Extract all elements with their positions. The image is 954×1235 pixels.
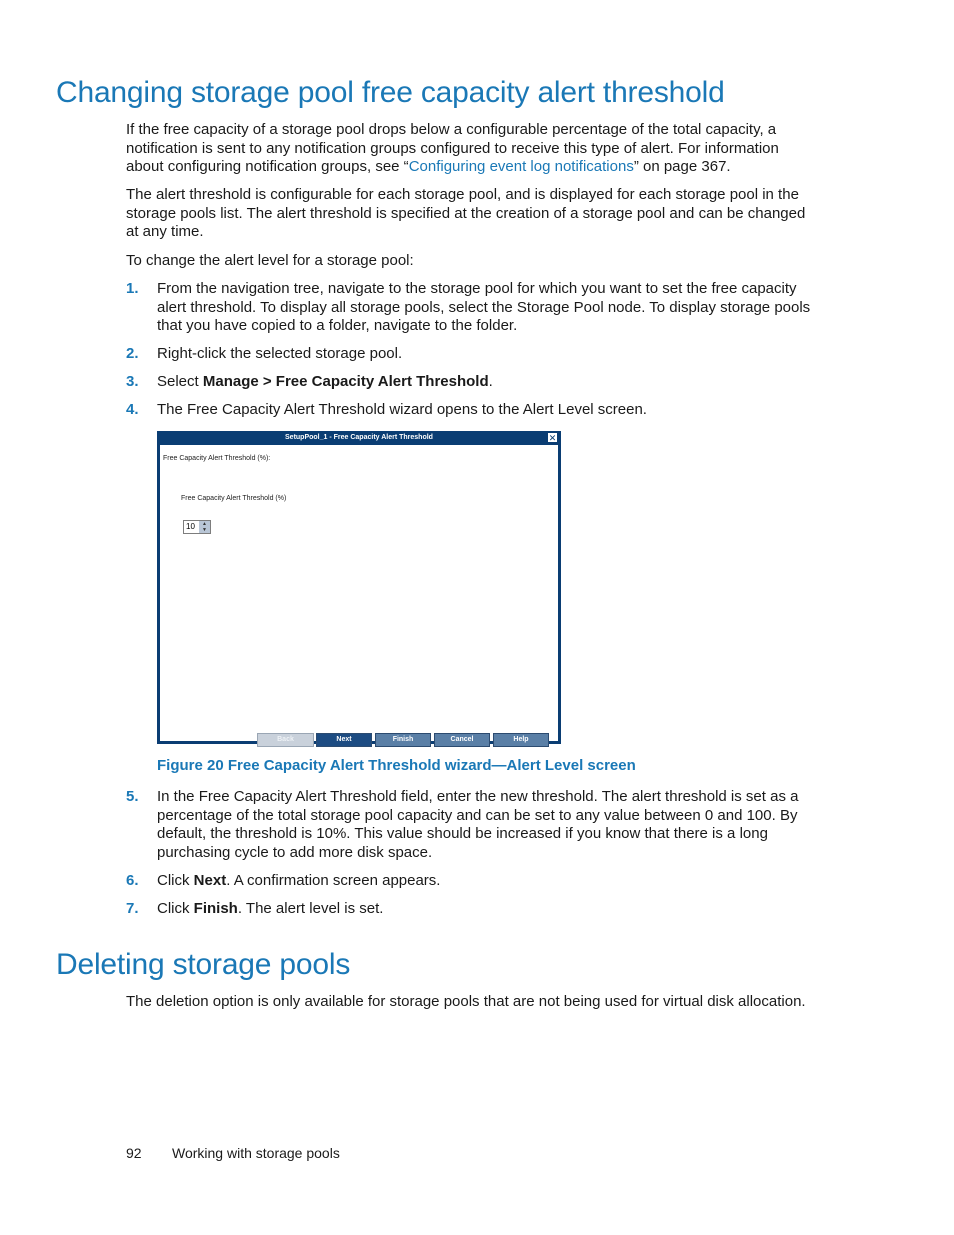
figure-caption: Figure 20 Free Capacity Alert Threshold wizard—Alert Level screen xyxy=(157,757,636,774)
window-titlebar xyxy=(159,431,559,445)
step-text xyxy=(157,872,817,891)
step-text: The Free Capacity Alert Threshold wizard opens to the Alert Level screen. xyxy=(157,401,647,418)
wizard-body xyxy=(160,445,558,741)
steps-intro: To change the alert level for a storage pool: xyxy=(126,252,414,269)
close-icon[interactable]: ✕ xyxy=(548,433,557,443)
step-text: Right-click the selected storage pool. xyxy=(157,345,403,362)
deleting-paragraph: The deletion option is only available for storage pools that are not being used for virtual disk allocation. xyxy=(126,993,806,1010)
section-title: Changing storage pool free capacity alert threshold xyxy=(56,76,725,109)
step-number: 6. xyxy=(126,872,139,889)
back-button[interactable]: Back xyxy=(257,733,314,747)
step-number: 5. xyxy=(126,788,139,805)
section-title-deleting: Deleting storage pools xyxy=(56,948,351,981)
step-number: 7. xyxy=(126,900,139,917)
step-text-post: . A confirmation screen appears. xyxy=(226,872,441,889)
step-text: From the navigation tree, navigate to the storage pool for which you want to set the free capacity alert threshold. To display all storage pools, select the Storage Pool node. To display storage pools that you have copied to a folder, navigate to the folder. xyxy=(157,280,811,335)
help-button[interactable]: Help xyxy=(493,733,549,747)
chevron-up-icon[interactable]: ▲ xyxy=(202,521,207,527)
step-text-pre: Click xyxy=(157,872,194,889)
page-number: 92 xyxy=(126,1145,142,1161)
step-text: In the Free Capacity Alert Threshold field, enter the new threshold. The alert threshold is set as a percentage of the total storage pool capacity and can be set to any value between 0 and 100. By default, the threshold is 10%. This value should be increased if you know that there is a long purchasing cycle to add more disk space. xyxy=(157,788,799,861)
threshold-stepper[interactable] xyxy=(183,520,211,534)
intro-paragraph xyxy=(126,121,816,177)
intro-text: If the free capacity of a storage pool drops below a configurable percentage of the total capacity, a notification is sent to any notification groups configured to receive this type of alert. For information about configuring notification groups, see “ xyxy=(126,121,779,176)
menu-path: Manage > Free Capacity Alert Threshold xyxy=(202,373,489,390)
stepper-buttons xyxy=(199,521,210,533)
step-text-pre: Click xyxy=(157,900,194,917)
step-text-pre: Select xyxy=(157,373,203,390)
threshold-value[interactable]: 10 xyxy=(186,522,195,531)
chevron-down-icon[interactable]: ▼ xyxy=(202,527,207,533)
field-label: Free Capacity Alert Threshold (%) xyxy=(181,495,287,502)
step-number: 3. xyxy=(126,373,139,390)
finish-term: Finish xyxy=(193,900,238,917)
step-text-post: . The alert level is set. xyxy=(237,900,384,917)
step-text xyxy=(157,900,817,919)
wizard-window xyxy=(157,431,561,744)
step-number: 2. xyxy=(126,345,139,362)
footer-chapter: Working with storage pools xyxy=(172,1145,340,1161)
step-text-post: . xyxy=(488,373,493,390)
threshold-paragraph: The alert threshold is configurable for each storage pool, and is displayed for each storage pool in the storage pools list. The alert threshold is specified at the creation of a storage pool and can be changed at any time. xyxy=(126,186,806,241)
next-term: Next xyxy=(193,872,227,889)
intro-text-end: ” on page 367. xyxy=(633,158,731,176)
step-number: 1. xyxy=(126,280,139,297)
header-label: Free Capacity Alert Threshold (%): xyxy=(163,455,271,462)
cancel-button[interactable]: Cancel xyxy=(434,733,490,747)
next-button[interactable]: Next xyxy=(316,733,372,747)
step-text xyxy=(157,373,817,392)
notifications-link[interactable]: Configuring event log notifications xyxy=(408,158,634,176)
step-number: 4. xyxy=(126,401,139,418)
window-title: SetupPool_1 - Free Capacity Alert Threshold xyxy=(285,434,433,441)
finish-button[interactable]: Finish xyxy=(375,733,431,747)
